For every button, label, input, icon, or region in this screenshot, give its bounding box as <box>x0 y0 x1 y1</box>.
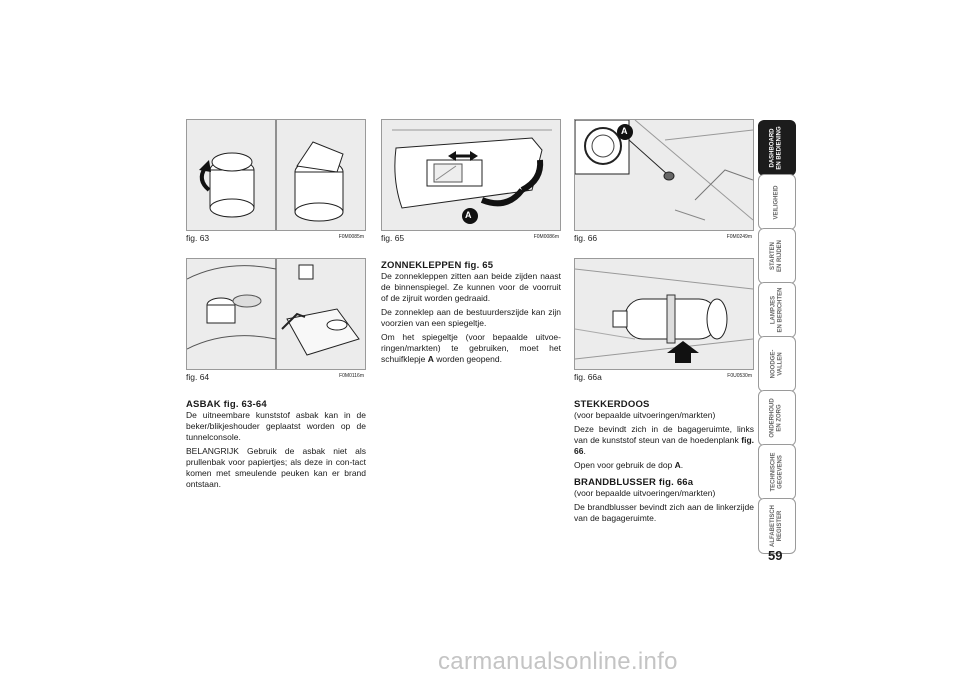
fig-64-code: F0M0116m <box>339 373 364 379</box>
tab-technische-label: TECHNISCHE GEGEVENS <box>770 452 784 492</box>
ashtray-paragraph-1: De uitneembare kunststof asbak kan in de beker/blikjeshouder geplaatst worden op de tunnelconsole. <box>186 410 366 442</box>
sun-visor-p3-bold: A <box>427 354 434 364</box>
tab-dashboard[interactable] <box>758 120 796 176</box>
sun-visor-heading: ZONNEKLEPPEN fig. 65 <box>381 260 494 271</box>
socket-p2-text: Open voor gebruik de dop <box>574 460 675 470</box>
socket-p2-end: . <box>680 460 684 470</box>
page-number: 59 <box>768 548 783 563</box>
figure-63-ashtray <box>186 119 366 231</box>
fig-65-caption: fig. 65 <box>381 233 405 243</box>
tab-lampjes-label: LAMPJES EN BERICHTEN <box>770 287 784 333</box>
fig-65-code: F0M0086m <box>533 234 559 240</box>
socket-extinguisher-section <box>574 399 754 527</box>
socket-paragraph-1 <box>574 424 754 457</box>
socket-p1-end: . <box>583 446 586 456</box>
socket-heading: STEKKERDOOS <box>574 399 650 410</box>
tab-veiligheid[interactable] <box>758 174 796 230</box>
tab-onderhoud[interactable] <box>758 390 796 446</box>
sun-visor-section <box>381 260 561 368</box>
fig-66-caption: fig. 66 <box>574 233 598 243</box>
sun-visor-p3-end: worden geopend. <box>433 354 502 364</box>
tab-starten[interactable] <box>758 228 796 284</box>
tab-technische[interactable] <box>758 444 796 500</box>
figure-66-power-socket <box>574 119 754 231</box>
fig-66a-code: F0U0530m <box>727 373 752 379</box>
tab-veiligheid-label: VEILIGHEID <box>773 184 780 220</box>
socket-subtitle: (voor bepaalde uitvoeringen/markten) <box>574 410 716 420</box>
tab-noodgevallen[interactable] <box>758 336 796 392</box>
watermark: carmanualsonline.info <box>438 648 678 675</box>
sun-visor-paragraph-2: De zonneklep aan de bestuurderszijde kan zijn voorzien van een spiegeltje. <box>381 307 561 328</box>
figure-64-ashtray-console <box>186 258 366 370</box>
sun-visor-p3-text: Om het spiegeltje (voor bepaalde uitvoe-ringen/markten) te gebruiken, moet het schuifklepje <box>381 332 561 364</box>
socket-p1-bold: fig. 66 <box>574 435 754 456</box>
tab-register[interactable] <box>758 498 796 554</box>
tab-noodgevallen-label: NOODGE- VALLEN <box>769 349 783 379</box>
socket-p1-text: Deze bevindt zich in de bagageruimte, links van de kunststof steun van de hoedenplank <box>574 424 754 445</box>
fig-63-caption: fig. 63 <box>186 233 210 243</box>
tab-starten-label: STARTEN EN RIJDEN <box>769 239 783 273</box>
extinguisher-subtitle: (voor bepaalde uitvoeringen/markten) <box>574 488 716 498</box>
tab-register-label: ALFABETISCH REGISTER <box>770 505 783 547</box>
tab-dashboard-label: DASHBOARD EN BEDIENING <box>770 126 783 170</box>
sun-visor-paragraph-3 <box>381 332 561 365</box>
fig-65-a-label: A <box>465 210 472 220</box>
sun-visor-paragraph-1: De zonnekleppen zitten aan beide zijden naast de binnenspiegel. Ze kunnen voor de voorruit of de zijruit worden gedraaid. <box>381 271 561 303</box>
ashtray-section <box>186 399 366 493</box>
fig-66a-caption: fig. 66a <box>574 372 602 382</box>
tab-onderhoud-label: ONDERHOUD EN ZORG <box>770 398 783 438</box>
ashtray-paragraph-2: BELANGRIJK Gebruik de asbak niet als prullenbak voor papiertjes; als deze in con-tact komen met smeulende peuken kan er brand ontstaan. <box>186 446 366 489</box>
fig-66-a-label: A <box>621 126 628 136</box>
extinguisher-paragraph: De brandblusser bevindt zich aan de linkerzijde van de bagageruimte. <box>574 502 754 523</box>
fig-63-code: F0M0085m <box>338 234 364 240</box>
socket-p2-bold: A <box>674 460 681 470</box>
fig-64-caption: fig. 64 <box>186 372 210 382</box>
figure-66a-fire-extinguisher <box>574 258 754 370</box>
extinguisher-heading: BRANDBLUSSER fig. 66a <box>574 477 694 488</box>
socket-paragraph-2 <box>574 460 754 471</box>
tab-lampjes[interactable] <box>758 282 796 338</box>
fig-66-code: F0M0249m <box>726 234 752 240</box>
ashtray-heading: ASBAK fig. 63-64 <box>186 399 267 410</box>
